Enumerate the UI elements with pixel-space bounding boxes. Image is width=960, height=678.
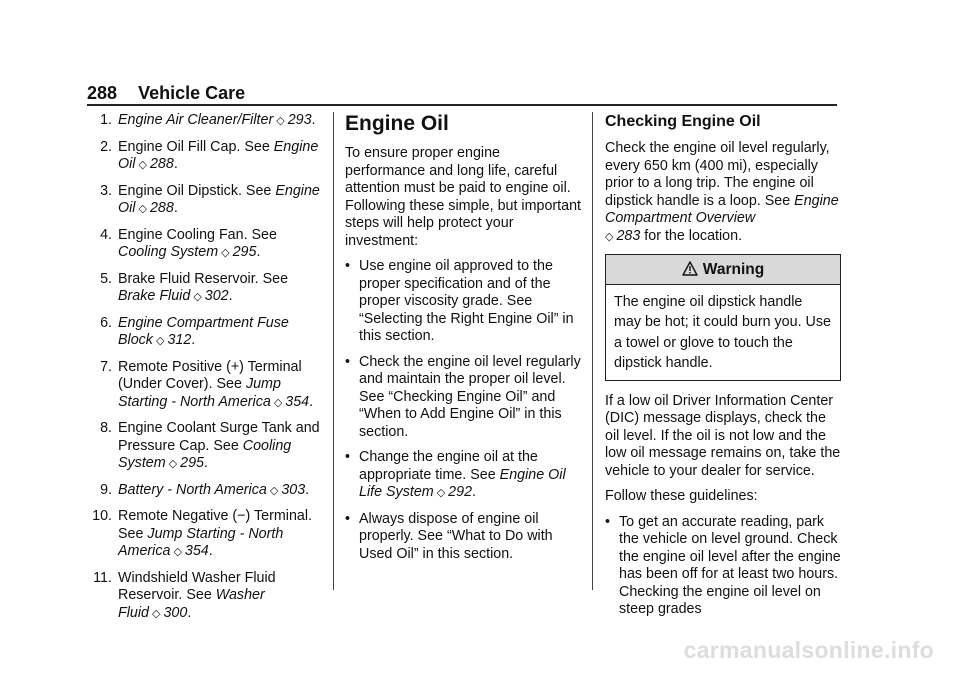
list-item: 10. Remote Negative (−) Terminal. See Jump Starting - North America ◇ 354. [92, 508, 313, 559]
page-ref-icon: ◇ [269, 484, 279, 497]
bullet-item: • Check the engine oil level regularly and maintain the proper oil level. See “Checking Engine Oil” and “When to Add Engine Oil” in this section. [345, 353, 581, 440]
engine-oil-column [345, 112, 581, 571]
page-ref[interactable]: 303 [281, 481, 306, 498]
reference-link[interactable]: Brake Fluid [118, 288, 191, 304]
bullet-icon: • [345, 449, 351, 465]
page-ref[interactable]: 354 [285, 393, 310, 410]
warning-box [605, 254, 841, 381]
bullet-item: • Always dispose of engine oil properly. See “What to Do with Used Oil” in this section. [345, 510, 553, 562]
parts-list [86, 112, 326, 623]
page-ref-icon: ◇ [138, 159, 147, 171]
list-item: 9. Battery - North America ◇ 303. [100, 481, 310, 498]
page-ref[interactable]: 300 [163, 604, 188, 621]
checking-oil-column [605, 112, 841, 627]
reference-link[interactable]: Engine Oil [118, 182, 320, 216]
page-ref-icon: ◇ [173, 546, 182, 558]
header-rule [87, 104, 837, 106]
list-item: 1. Engine Air Cleaner/Filter ◇ 293. [100, 112, 316, 128]
page-ref-icon: ◇ [276, 115, 285, 127]
column-divider-right [592, 112, 593, 590]
page-ref[interactable]: 295 [180, 455, 204, 471]
page-ref-icon: ◇ [273, 396, 283, 409]
list-item: 7. Remote Positive (+) Terminal (Under Cover). See Jump Starting - North America ◇ 354. [100, 358, 314, 410]
reference-link[interactable]: Engine Oil Life System [359, 466, 566, 500]
reference-link[interactable]: Cooling System [118, 437, 292, 471]
page-ref[interactable]: 288 [149, 156, 174, 172]
page-ref[interactable]: 354 [184, 543, 209, 559]
checking-oil-paragraph: Check the engine oil level regularly, every 650 km (400 mi), especially prior to a long trip. The engine oil dipstick handle is a loop. See Engine Compartment Overview ◇ 283 for the location. [605, 140, 839, 244]
bullet-item: • Use engine oil approved to the proper specification and of the proper viscosity grade. See “Selecting the Right Engine Oil” in this section. [345, 258, 574, 344]
bullet-icon: • [345, 510, 351, 527]
guidelines-bullets [605, 514, 841, 619]
warning-icon [682, 261, 698, 279]
warning-text: The engine oil dipstick handle may be hot; it could burn you. Use a towel or glove to touch the dipstick handle. [614, 293, 831, 371]
guidelines-intro: Follow these guidelines: [605, 488, 758, 504]
engine-oil-heading: Engine Oil [345, 112, 449, 135]
reference-link[interactable]: Engine Air Cleaner/Filter [118, 112, 274, 128]
list-item: 11. Windshield Washer Fluid Reservoir. See Washer Fluid ◇ 300. [93, 569, 276, 621]
page-ref-icon: ◇ [193, 291, 202, 303]
page-ref-icon: ◇ [221, 247, 230, 259]
warning-header [606, 255, 840, 285]
list-item: 4. Engine Cooling Fan. See Cooling System ◇ 295. [100, 226, 277, 260]
page-ref-icon: ◇ [436, 487, 446, 499]
bullet-item: • To get an accurate reading, park the vehicle on level ground. Check the engine oil level after the engine has been off for at least two hours. Checking the engine oil level on steep grades [605, 513, 841, 617]
reference-link[interactable]: Jump Starting - North America [118, 525, 284, 559]
reference-link[interactable]: Engine Oil [118, 138, 319, 172]
page-number: 288 [87, 83, 118, 103]
low-oil-paragraph: If a low oil Driver Information Center (DIC) message displays, check the oil level. If the oil is not low and the low oil message remains on, take the vehicle to your dealer for service. [605, 392, 841, 479]
list-item: 2. Engine Oil Fill Cap. See Engine Oil ◇ 288. [100, 138, 319, 172]
bullet-icon: • [345, 353, 351, 370]
reference-link[interactable]: Washer Fluid [118, 587, 265, 621]
page-ref-icon: ◇ [152, 607, 161, 620]
checking-oil-heading: Checking Engine Oil [605, 113, 761, 130]
page-ref-icon: ◇ [155, 335, 165, 347]
reference-link[interactable]: Jump Starting - North America [118, 376, 281, 410]
bullet-item: • Change the engine oil at the appropriate time. See Engine Oil Life System ◇ 292. [345, 449, 566, 500]
bullet-icon: • [345, 258, 351, 274]
page-ref[interactable]: 302 [204, 288, 229, 304]
section-title: Vehicle Care [138, 83, 246, 103]
reference-link[interactable]: Engine Compartment Fuse Block [118, 314, 289, 348]
page-ref-icon: ◇ [138, 203, 147, 215]
reference-link[interactable]: Battery - North America [118, 481, 267, 498]
page-header [87, 83, 245, 104]
reference-link[interactable]: Engine Compartment Overview [605, 192, 839, 226]
page-ref[interactable]: 283 [616, 227, 641, 244]
list-item: 8. Engine Coolant Surge Tank and Pressure Cap. See Cooling System ◇ 295. [100, 420, 320, 471]
page-ref[interactable]: 288 [149, 200, 174, 216]
warning-title: Warning [702, 261, 765, 278]
list-item: 6. Engine Compartment Fuse Block ◇ 312. [100, 314, 289, 348]
page-ref[interactable]: 292 [448, 484, 473, 500]
reference-link[interactable]: Cooling System [118, 244, 219, 260]
parts-list-column [86, 112, 326, 631]
list-item: 3. Engine Oil Dipstick. See Engine Oil ◇ 288. [100, 182, 320, 216]
page-ref[interactable]: 293 [287, 112, 312, 128]
page-ref[interactable]: 295 [232, 244, 257, 260]
list-item: 5. Brake Fluid Reservoir. See Brake Fluid ◇ 302. [100, 270, 289, 304]
page-ref-icon: ◇ [605, 230, 614, 243]
page-ref-icon: ◇ [168, 458, 178, 470]
page-ref[interactable]: 312 [167, 332, 192, 348]
engine-oil-intro: To ensure proper engine performance and long life, careful attention must be paid to engine oil. Following these simple, but important steps will help protect your investment: [345, 145, 582, 249]
watermark: carmanualsonline.info [683, 637, 934, 663]
bullet-icon: • [605, 513, 611, 530]
engine-oil-bullets [345, 258, 581, 563]
column-divider-left [333, 112, 334, 590]
